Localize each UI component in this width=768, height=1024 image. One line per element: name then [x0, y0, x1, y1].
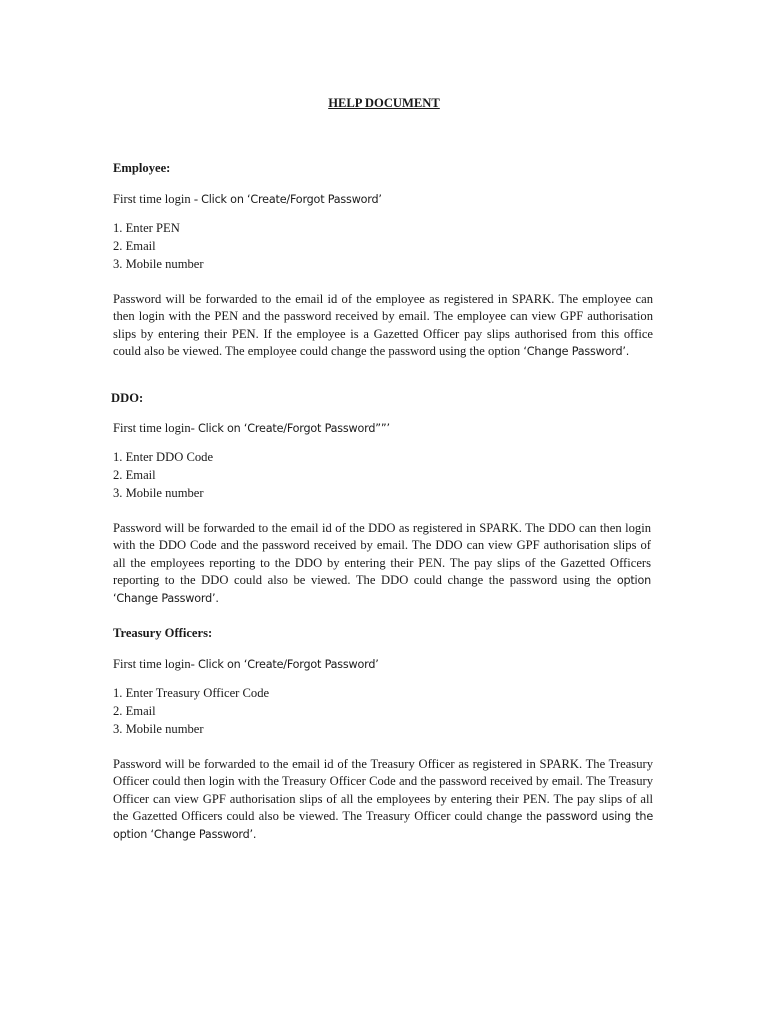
ddo-step-2: 2. Email: [113, 468, 156, 482]
ddo-login-instruction: [113, 420, 651, 437]
treasury-step-1: 1. Enter Treasury Officer Code: [113, 686, 270, 700]
document-title: HELP DOCUMENT: [328, 96, 440, 110]
ddo-login-prefix: First time login-: [113, 421, 199, 435]
treasury-step-3: 3. Mobile number: [113, 722, 204, 736]
ddo-paragraph-tail: option ‘Change Password’.: [113, 574, 651, 605]
treasury-heading: Treasury Officers:: [113, 626, 213, 640]
treasury-step-2: 2. Email: [113, 704, 156, 718]
ddo-paragraph: [113, 520, 651, 607]
treasury-section: [113, 625, 653, 843]
employee-login-prefix: First time login -: [113, 192, 202, 206]
ddo-steps-list: [113, 448, 651, 502]
employee-section: [113, 160, 653, 361]
employee-steps-list: [113, 219, 653, 273]
employee-paragraph-tail: ‘Change Password’.: [523, 345, 630, 359]
employee-login-action: Click on ‘Create/Forgot Password’: [201, 193, 382, 206]
employee-login-instruction: [113, 191, 653, 208]
employee-step-1: 1. Enter PEN: [113, 221, 180, 235]
treasury-paragraph: [113, 756, 653, 843]
treasury-login-prefix: First time login-: [113, 657, 199, 671]
treasury-login-instruction: [113, 656, 653, 673]
employee-heading: Employee:: [113, 161, 171, 175]
employee-paragraph: [113, 291, 653, 361]
ddo-step-3: 3. Mobile number: [113, 486, 204, 500]
treasury-steps-list: [113, 684, 653, 738]
employee-paragraph-body: Password will be forwarded to the email id of the employee as registered in SPARK. The employee can then login with the PEN and the password received by email. The employee can view GPF authorisation slips by entering their PEN. If the employee is a Gazetted Officer pay slips authorised from this office could also be viewed. The employee could change the password using the option: [113, 292, 653, 359]
ddo-step-1: 1. Enter DDO Code: [113, 450, 214, 464]
ddo-login-action: Click on ‘Create/Forgot Password””’: [198, 422, 390, 435]
employee-step-2: 2. Email: [113, 239, 156, 253]
treasury-paragraph-tail: password using the option ‘Change Password’.: [113, 810, 654, 841]
ddo-heading: DDO:: [111, 391, 144, 405]
treasury-paragraph-body: Password will be forwarded to the email id of the Treasury Officer as registered in SPARK. The Treasury Officer could then login with the Treasury Officer Code and the password received by email. The Treasury Officer can view GPF authorisation slips of all the employees by entering their PEN. The pay slips of all the Gazetted Officers could also be viewed. The Treasury Officer could change the: [113, 757, 653, 824]
ddo-section: [111, 390, 651, 607]
treasury-login-action: Click on ‘Create/Forgot Password’: [198, 658, 379, 671]
employee-step-3: 3. Mobile number: [113, 257, 204, 271]
ddo-paragraph-body: Password will be forwarded to the email id of the DDO as registered in SPARK. The DDO can then login with the DDO Code and the password received by email. The DDO can view GPF authorisation slips of all the employees reporting to the DDO by entering their PEN. The pay slips of the Gazetted Officers reporting to the DDO could also be viewed. The DDO could change the password using the: [113, 521, 651, 588]
